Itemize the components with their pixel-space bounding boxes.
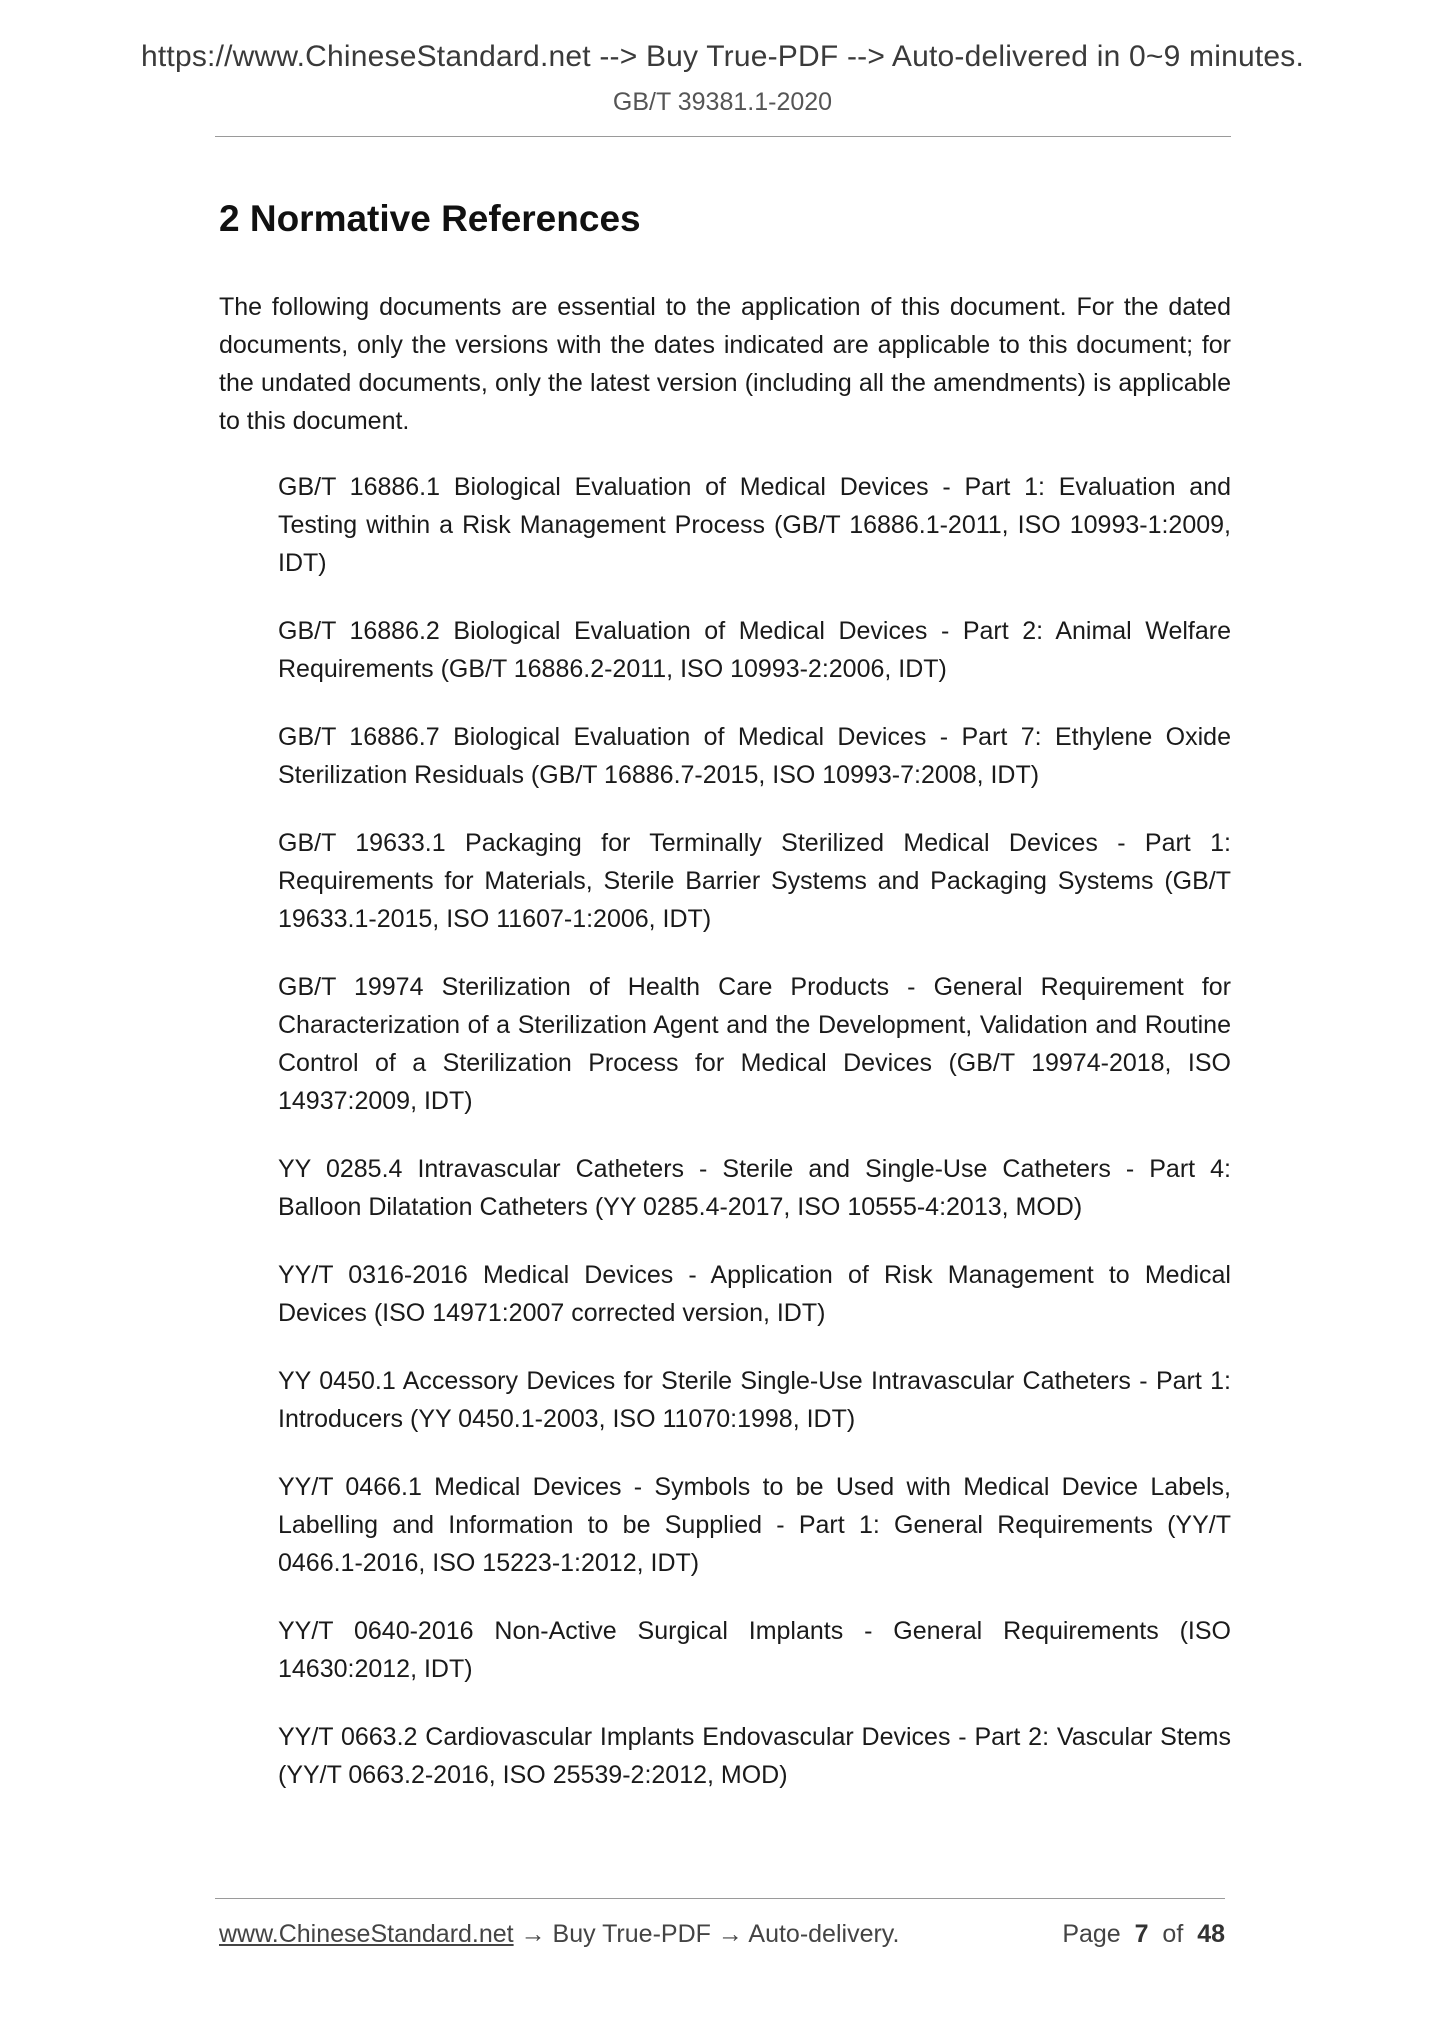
reference-item: GB/T 16886.1 Biological Evaluation of Medical Devices - Part 1: Evaluation and Testing within a Risk Management Process (GB/T 16886.1-2011, ISO 10993-1:2009, IDT) — [278, 473, 1231, 577]
section-title: 2 Normative References — [219, 198, 641, 239]
page-number — [1062, 1920, 1225, 1949]
document-code: GB/T 39381.1-2020 — [612, 88, 833, 116]
footer-source — [219, 1920, 899, 1949]
footer-site-link[interactable]: www.ChineseStandard.net — [219, 1920, 514, 1948]
reference-item: YY/T 0316-2016 Medical Devices - Application of Risk Management to Medical Devices (ISO 14971:2007 corrected version, IDT) — [278, 1261, 1231, 1327]
page-of-label: of — [1162, 1920, 1184, 1948]
reference-list — [278, 468, 1231, 1824]
reference-item: YY/T 0663.2 Cardiovascular Implants Endovascular Devices - Part 2: Vascular Stems (YY/T 0663.2-2016, ISO 25539-2:2012, MOD) — [278, 1723, 1231, 1789]
reference-item: GB/T 19974 Sterilization of Health Care Products - General Requirement for Characterization of a Sterilization Agent and the Development, Validation and Routine Control of a Sterilization Process for Medical Devices (GB/T 19974-2018, ISO 14937:2009, IDT) — [278, 973, 1231, 1115]
footer-divider — [215, 1898, 1225, 1899]
page-label: Page — [1062, 1920, 1121, 1948]
reference-item: YY/T 0466.1 Medical Devices - Symbols to be Used with Medical Device Labels, Labelling and Information to be Supplied - Part 1: General Requirements (YY/T 0466.1-2016, ISO 15223-1:2012, IDT) — [278, 1473, 1231, 1577]
reference-item: YY 0450.1 Accessory Devices for Sterile Single-Use Intravascular Catheters - Part 1: Introducers (YY 0450.1-2003, ISO 11070:1998, IDT) — [278, 1367, 1231, 1433]
reference-item: YY 0285.4 Intravascular Catheters - Sterile and Single-Use Catheters - Part 4: Balloon Dilatation Catheters (YY 0285.4-2017, ISO 10555-4:2013, MOD) — [278, 1155, 1231, 1221]
page-total: 48 — [1197, 1920, 1225, 1948]
reference-item: YY/T 0640-2016 Non-Active Surgical Implants - General Requirements (ISO 14630:2012, IDT) — [278, 1617, 1231, 1683]
reference-item: GB/T 16886.7 Biological Evaluation of Medical Devices - Part 7: Ethylene Oxide Sterilization Residuals (GB/T 16886.7-2015, ISO 10993-7:2008, IDT) — [278, 723, 1231, 789]
section-intro-paragraph: The following documents are essential to the application of this document. For the dated documents, only the versions with the dates indicated are applicable to this document; for the undated documents, only the latest version (including all the amendments) is applicable to this document. — [219, 293, 1231, 435]
header-banner: https://www.ChineseStandard.net --> Buy True-PDF --> Auto-delivered in 0~9 minutes. — [141, 40, 1304, 73]
footer-tagline: → Buy True-PDF → Auto-delivery. — [513, 1920, 900, 1948]
header-divider — [215, 136, 1231, 137]
page-current: 7 — [1134, 1920, 1149, 1948]
reference-item: GB/T 19633.1 Packaging for Terminally Sterilized Medical Devices - Part 1: Requirements for Materials, Sterile Barrier Systems and Packaging Systems (GB/T 19633.1-2015, ISO 11607-1:2006, IDT) — [278, 829, 1231, 933]
reference-item: GB/T 16886.2 Biological Evaluation of Medical Devices - Part 2: Animal Welfare Requirements (GB/T 16886.2-2011, ISO 10993-2:2006, IDT) — [278, 617, 1231, 683]
